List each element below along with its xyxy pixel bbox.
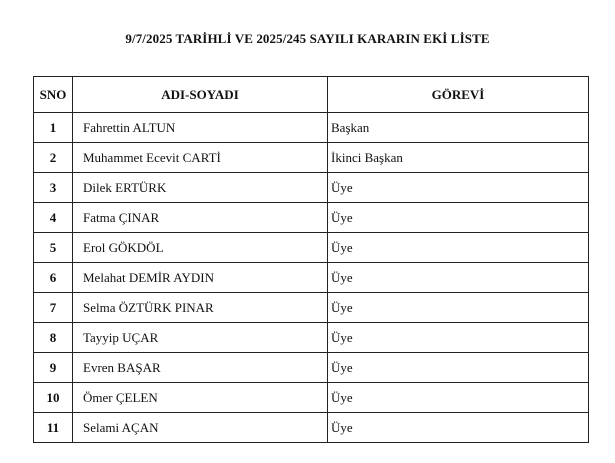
document-title: 9/7/2025 TARİHLİ VE 2025/245 SAYILI KARARIN EKİ LİSTE <box>125 31 490 46</box>
row-sno: 7 <box>34 293 73 323</box>
table-row <box>34 293 589 323</box>
row-name: Fahrettin ALTUN <box>73 113 328 143</box>
row-sno: 4 <box>34 203 73 233</box>
table-row <box>34 383 589 413</box>
row-sno: 2 <box>34 143 73 173</box>
table-row <box>34 323 589 353</box>
row-sno: 8 <box>34 323 73 353</box>
row-name: Ömer ÇELEN <box>73 383 328 413</box>
row-role: İkinci Başkan <box>328 143 589 173</box>
row-name: Tayyip UÇAR <box>73 323 328 353</box>
row-sno: 1 <box>34 113 73 143</box>
row-role: Üye <box>328 233 589 263</box>
row-sno: 9 <box>34 353 73 383</box>
header-sno: SNO <box>34 77 73 113</box>
row-name: Muhammet Ecevit CARTİ <box>73 143 328 173</box>
row-name: Erol GÖKDÖL <box>73 233 328 263</box>
row-role: Üye <box>328 413 589 443</box>
table-row <box>34 233 589 263</box>
row-role: Üye <box>328 383 589 413</box>
row-role: Üye <box>328 293 589 323</box>
row-name: Evren BAŞAR <box>73 353 328 383</box>
row-name: Fatma ÇINAR <box>73 203 328 233</box>
row-name: Melahat DEMİR AYDIN <box>73 263 328 293</box>
table-body <box>34 113 589 443</box>
row-name: Selami AÇAN <box>73 413 328 443</box>
row-role: Üye <box>328 323 589 353</box>
table-header <box>34 77 589 113</box>
row-role: Üye <box>328 353 589 383</box>
table-row <box>34 203 589 233</box>
row-sno: 5 <box>34 233 73 263</box>
row-sno: 11 <box>34 413 73 443</box>
header-name: ADI-SOYADI <box>73 77 328 113</box>
header-row <box>34 77 589 113</box>
row-sno: 10 <box>34 383 73 413</box>
table-row <box>34 173 589 203</box>
row-role: Üye <box>328 173 589 203</box>
row-sno: 6 <box>34 263 73 293</box>
row-role: Başkan <box>328 113 589 143</box>
row-name: Dilek ERTÜRK <box>73 173 328 203</box>
table-row <box>34 353 589 383</box>
member-table <box>33 76 589 443</box>
row-role: Üye <box>328 263 589 293</box>
row-sno: 3 <box>34 173 73 203</box>
table-row <box>34 143 589 173</box>
table-row <box>34 413 589 443</box>
row-name: Selma ÖZTÜRK PINAR <box>73 293 328 323</box>
header-role: GÖREVİ <box>328 77 589 113</box>
table-row <box>34 263 589 293</box>
row-role: Üye <box>328 203 589 233</box>
table-row <box>34 113 589 143</box>
